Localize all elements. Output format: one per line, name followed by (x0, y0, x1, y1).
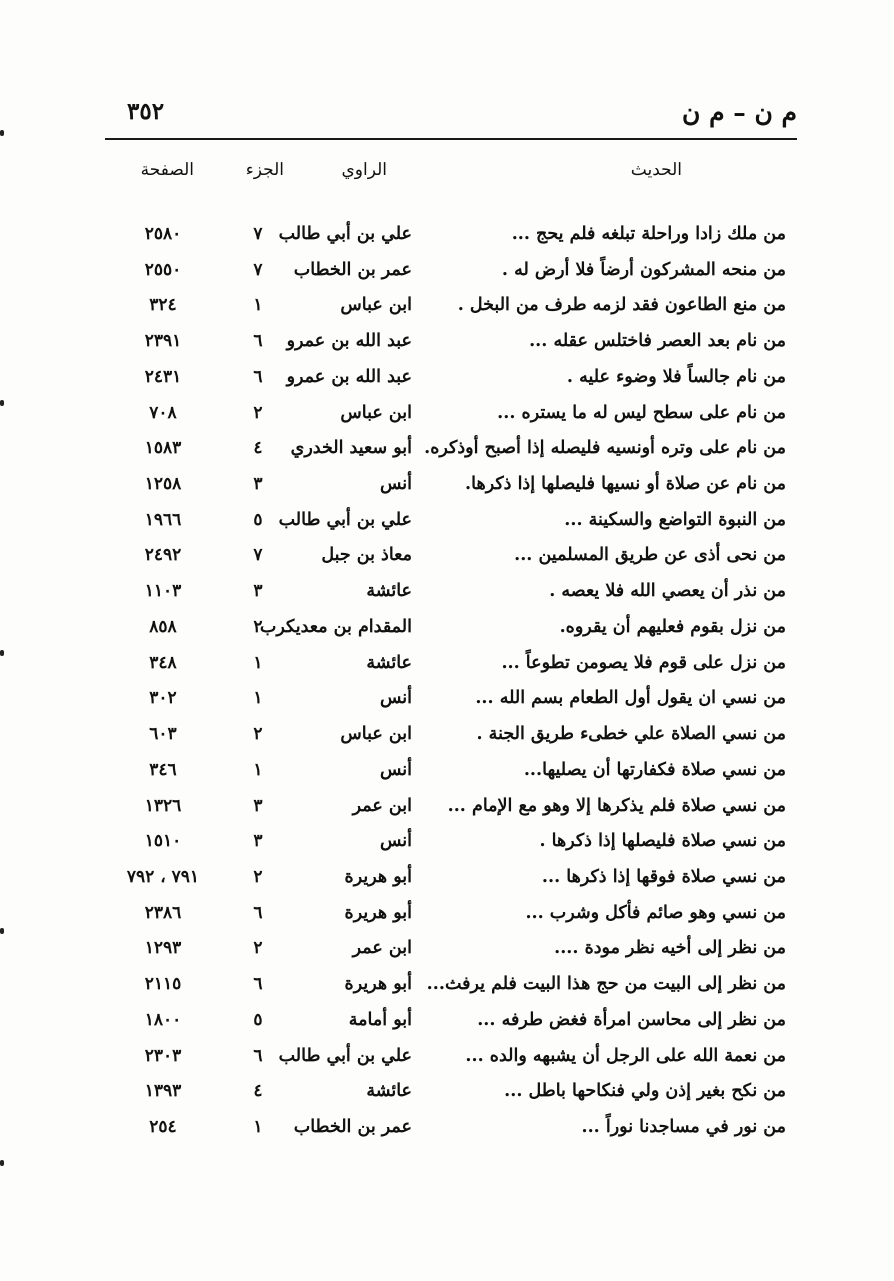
page-reference: ١٩٦٦ (144, 509, 182, 530)
volume-number: ٧ (253, 545, 263, 566)
page-reference: ٣٢٤ (149, 295, 177, 316)
hadith-text: من نام جالساً فلا وضوء عليه . (566, 366, 786, 387)
narrator-name: أبو سعيد الخدري (290, 438, 412, 459)
narrator-name: أبو أمامة (348, 1009, 412, 1030)
hadith-text: من نسي صلاة فلم يذكرها إلا وهو مع الإمام ... (447, 795, 786, 816)
page-reference: ٢٥٥٠ (144, 259, 182, 280)
volume-number: ٦ (253, 1045, 263, 1066)
table-row (0, 972, 894, 1008)
table-row (0, 901, 894, 937)
column-header-volume: الجزء (245, 160, 284, 180)
volume-number: ٢ (253, 402, 263, 423)
table-row (0, 1008, 894, 1044)
hadith-text: من نزل بقوم فعليهم أن يقروه. (559, 616, 786, 637)
page-reference: ١١٠٣ (144, 581, 182, 602)
hadith-text: من منع الطاعون فقد لزمه طرف من البخل . (457, 295, 786, 316)
table-row (0, 1044, 894, 1080)
page-reference: ١٥١٠ (144, 831, 182, 852)
page-reference: ١٥٨٣ (144, 438, 182, 459)
page-reference: ٣٠٢ (149, 688, 177, 709)
narrator-name: ابن عباس (340, 402, 412, 423)
page-reference: ١٢٩٣ (144, 938, 182, 959)
volume-number: ٢ (253, 616, 263, 637)
page-reference: ٦٠٣ (149, 724, 177, 745)
volume-number: ٢ (253, 724, 263, 745)
volume-number: ١ (253, 652, 263, 673)
page-reference: ٢٥٨٠ (144, 224, 182, 244)
narrator-name: علي بن أبي طالب (278, 509, 412, 530)
table-row (0, 1079, 894, 1115)
narrator-name: عمر بن الخطاب (293, 259, 412, 280)
column-headers (0, 160, 894, 190)
table-row (0, 472, 894, 508)
hadith-text: من نسي صلاة فليصلها إذا ذكرها . (539, 831, 786, 852)
narrator-name: ابن عباس (340, 724, 412, 745)
volume-number: ٢ (253, 866, 263, 887)
page-reference: ٣٤٦ (149, 759, 177, 780)
hadith-text: من نعمة الله على الرجل أن يشبهه والده ... (465, 1045, 786, 1066)
table-row (0, 258, 894, 294)
page-header (105, 92, 797, 132)
hadith-text: من نظر إلى محاسن امرأة فغض طرفه ... (477, 1009, 786, 1030)
volume-number: ٣ (253, 474, 263, 495)
volume-number: ١ (253, 688, 263, 709)
narrator-name: أبو هريرة (344, 974, 412, 995)
column-header-page: الصفحة (140, 160, 194, 180)
table-row (0, 829, 894, 865)
hadith-text: من نام على سطح ليس له ما يستره ... (497, 402, 786, 423)
narrator-name: عائشة (366, 1081, 412, 1102)
page-reference: ٢٣٠٣ (144, 1045, 182, 1066)
narrator-name: أنس (379, 759, 412, 780)
table-row (0, 1115, 894, 1151)
volume-number: ٣ (253, 831, 263, 852)
volume-number: ١ (253, 759, 263, 780)
hadith-text: من نكح بغير إذن ولي فنكاحها باطل ... (504, 1081, 786, 1102)
page-reference: ١٣٩٣ (144, 1081, 182, 1102)
hadith-text: من نظر إلى أخيه نظر مودة .... (554, 938, 786, 959)
header-rule (105, 138, 797, 140)
volume-number: ٤ (253, 1081, 263, 1102)
narrator-name: ابن عباس (340, 295, 412, 316)
hadith-text: من ملك زادا وراحلة تبلغه فلم يحج ... (511, 224, 786, 244)
scan-edge-mark (0, 1160, 4, 1166)
hadith-text: من نسي الصلاة علي خطىء طريق الجنة . (476, 724, 786, 745)
hadith-text: من نور في مساجدنا نوراً ... (581, 1116, 786, 1137)
table-row (0, 758, 894, 794)
narrator-name: عبد الله بن عمرو (286, 331, 412, 352)
table-row (0, 222, 894, 258)
hadith-text: من نسي وهو صائم فأكل وشرب ... (525, 902, 786, 923)
volume-number: ٥ (253, 509, 263, 530)
narrator-name: عائشة (366, 581, 412, 602)
volume-number: ١ (253, 295, 263, 316)
hadith-text: من نذر أن يعصي الله فلا يعصه . (549, 581, 786, 602)
table-row (0, 579, 894, 615)
narrator-name: علي بن أبي طالب (278, 1045, 412, 1066)
table-row (0, 865, 894, 901)
table-row (0, 651, 894, 687)
table-row (0, 722, 894, 758)
table-row (0, 401, 894, 437)
hadith-text: من نسي صلاة فوقها إذا ذكرها ... (541, 866, 786, 887)
page-reference: ٢٣٩١ (144, 331, 182, 352)
volume-number: ٦ (253, 902, 263, 923)
volume-number: ٦ (253, 366, 263, 387)
volume-number: ٧ (253, 259, 263, 280)
scan-edge-mark (0, 928, 4, 934)
page-number: ٣٥٢ (127, 98, 165, 125)
narrator-name: معاذ بن جبل (321, 545, 412, 566)
volume-number: ٣ (253, 581, 263, 602)
table-row (0, 293, 894, 329)
table-row (0, 686, 894, 722)
narrator-name: أنس (379, 688, 412, 709)
volume-number: ٣ (253, 795, 263, 816)
hadith-text: من نحى أذى عن طريق المسلمين ... (514, 545, 786, 566)
volume-number: ٢ (253, 938, 263, 959)
narrator-name: ابن عمر (352, 938, 412, 959)
page-reference: ٢٣٨٦ (144, 902, 182, 923)
scan-edge-mark (0, 130, 4, 136)
table-row (0, 936, 894, 972)
page-reference: ٧٩١ ، ٧٩٢ (126, 866, 200, 887)
narrator-name: المقدام بن معديكرب (259, 616, 412, 637)
narrator-name: أنس (379, 831, 412, 852)
narrator-name: أبو هريرة (344, 866, 412, 887)
hadith-text: من نام عن صلاة أو نسيها فليصلها إذا ذكرها. (465, 474, 786, 495)
narrator-name: ابن عمر (352, 795, 412, 816)
table-row (0, 794, 894, 830)
table-row (0, 508, 894, 544)
hadith-text: من نسي ان يقول أول الطعام بسم الله ... (475, 688, 786, 709)
volume-number: ٧ (253, 224, 263, 244)
narrator-name: أبو هريرة (344, 902, 412, 923)
volume-number: ٥ (253, 1009, 263, 1030)
page-reference: ٢٤٣١ (144, 366, 182, 387)
table-row (0, 329, 894, 365)
hadith-index-table (0, 222, 894, 1151)
page-reference: ٢٤٩٢ (144, 545, 182, 566)
volume-number: ١ (253, 1116, 263, 1137)
page-reference: ٧٠٨ (149, 402, 177, 423)
scan-edge-mark (0, 650, 4, 656)
hadith-text: من نام بعد العصر فاختلس عقله ... (529, 331, 786, 352)
page-reference: ٢١١٥ (144, 974, 182, 995)
hadith-text: من نسي صلاة فكفارتها أن يصليها... (523, 759, 786, 780)
table-row (0, 615, 894, 651)
column-header-hadith: الحديث (630, 160, 682, 180)
section-mark: م ن – م ن (682, 98, 797, 127)
scan-edge-mark (0, 400, 4, 406)
page-reference: ٢٥٤ (149, 1116, 177, 1137)
narrator-name: عائشة (366, 652, 412, 673)
table-row (0, 365, 894, 401)
table-row (0, 436, 894, 472)
hadith-text: من نام على وتره أونسيه فليصله إذا أصبح أوذكره. (424, 438, 786, 459)
volume-number: ٦ (253, 331, 263, 352)
hadith-text: من منحه المشركون أرضاً فلا أرض له . (501, 259, 786, 280)
page-reference: ١٣٢٦ (144, 795, 182, 816)
page-reference: ١٨٠٠ (144, 1009, 182, 1030)
hadith-text: من نظر إلى البيت من حج هذا البيت فلم يرفث... (426, 974, 786, 995)
hadith-text: من نزل على قوم فلا يصومن تطوعاً ... (501, 652, 786, 673)
narrator-name: علي بن أبي طالب (278, 224, 412, 244)
page-reference: ٣٤٨ (149, 652, 177, 673)
column-header-narrator: الراوي (341, 160, 387, 180)
table-row (0, 543, 894, 579)
volume-number: ٦ (253, 974, 263, 995)
narrator-name: عبد الله بن عمرو (286, 366, 412, 387)
hadith-text: من النبوة التواضع والسكينة ... (564, 509, 786, 530)
narrator-name: عمر بن الخطاب (293, 1116, 412, 1137)
page-reference: ٨٥٨ (149, 616, 177, 637)
volume-number: ٤ (253, 438, 263, 459)
narrator-name: أنس (379, 474, 412, 495)
page-reference: ١٢٥٨ (144, 474, 182, 495)
